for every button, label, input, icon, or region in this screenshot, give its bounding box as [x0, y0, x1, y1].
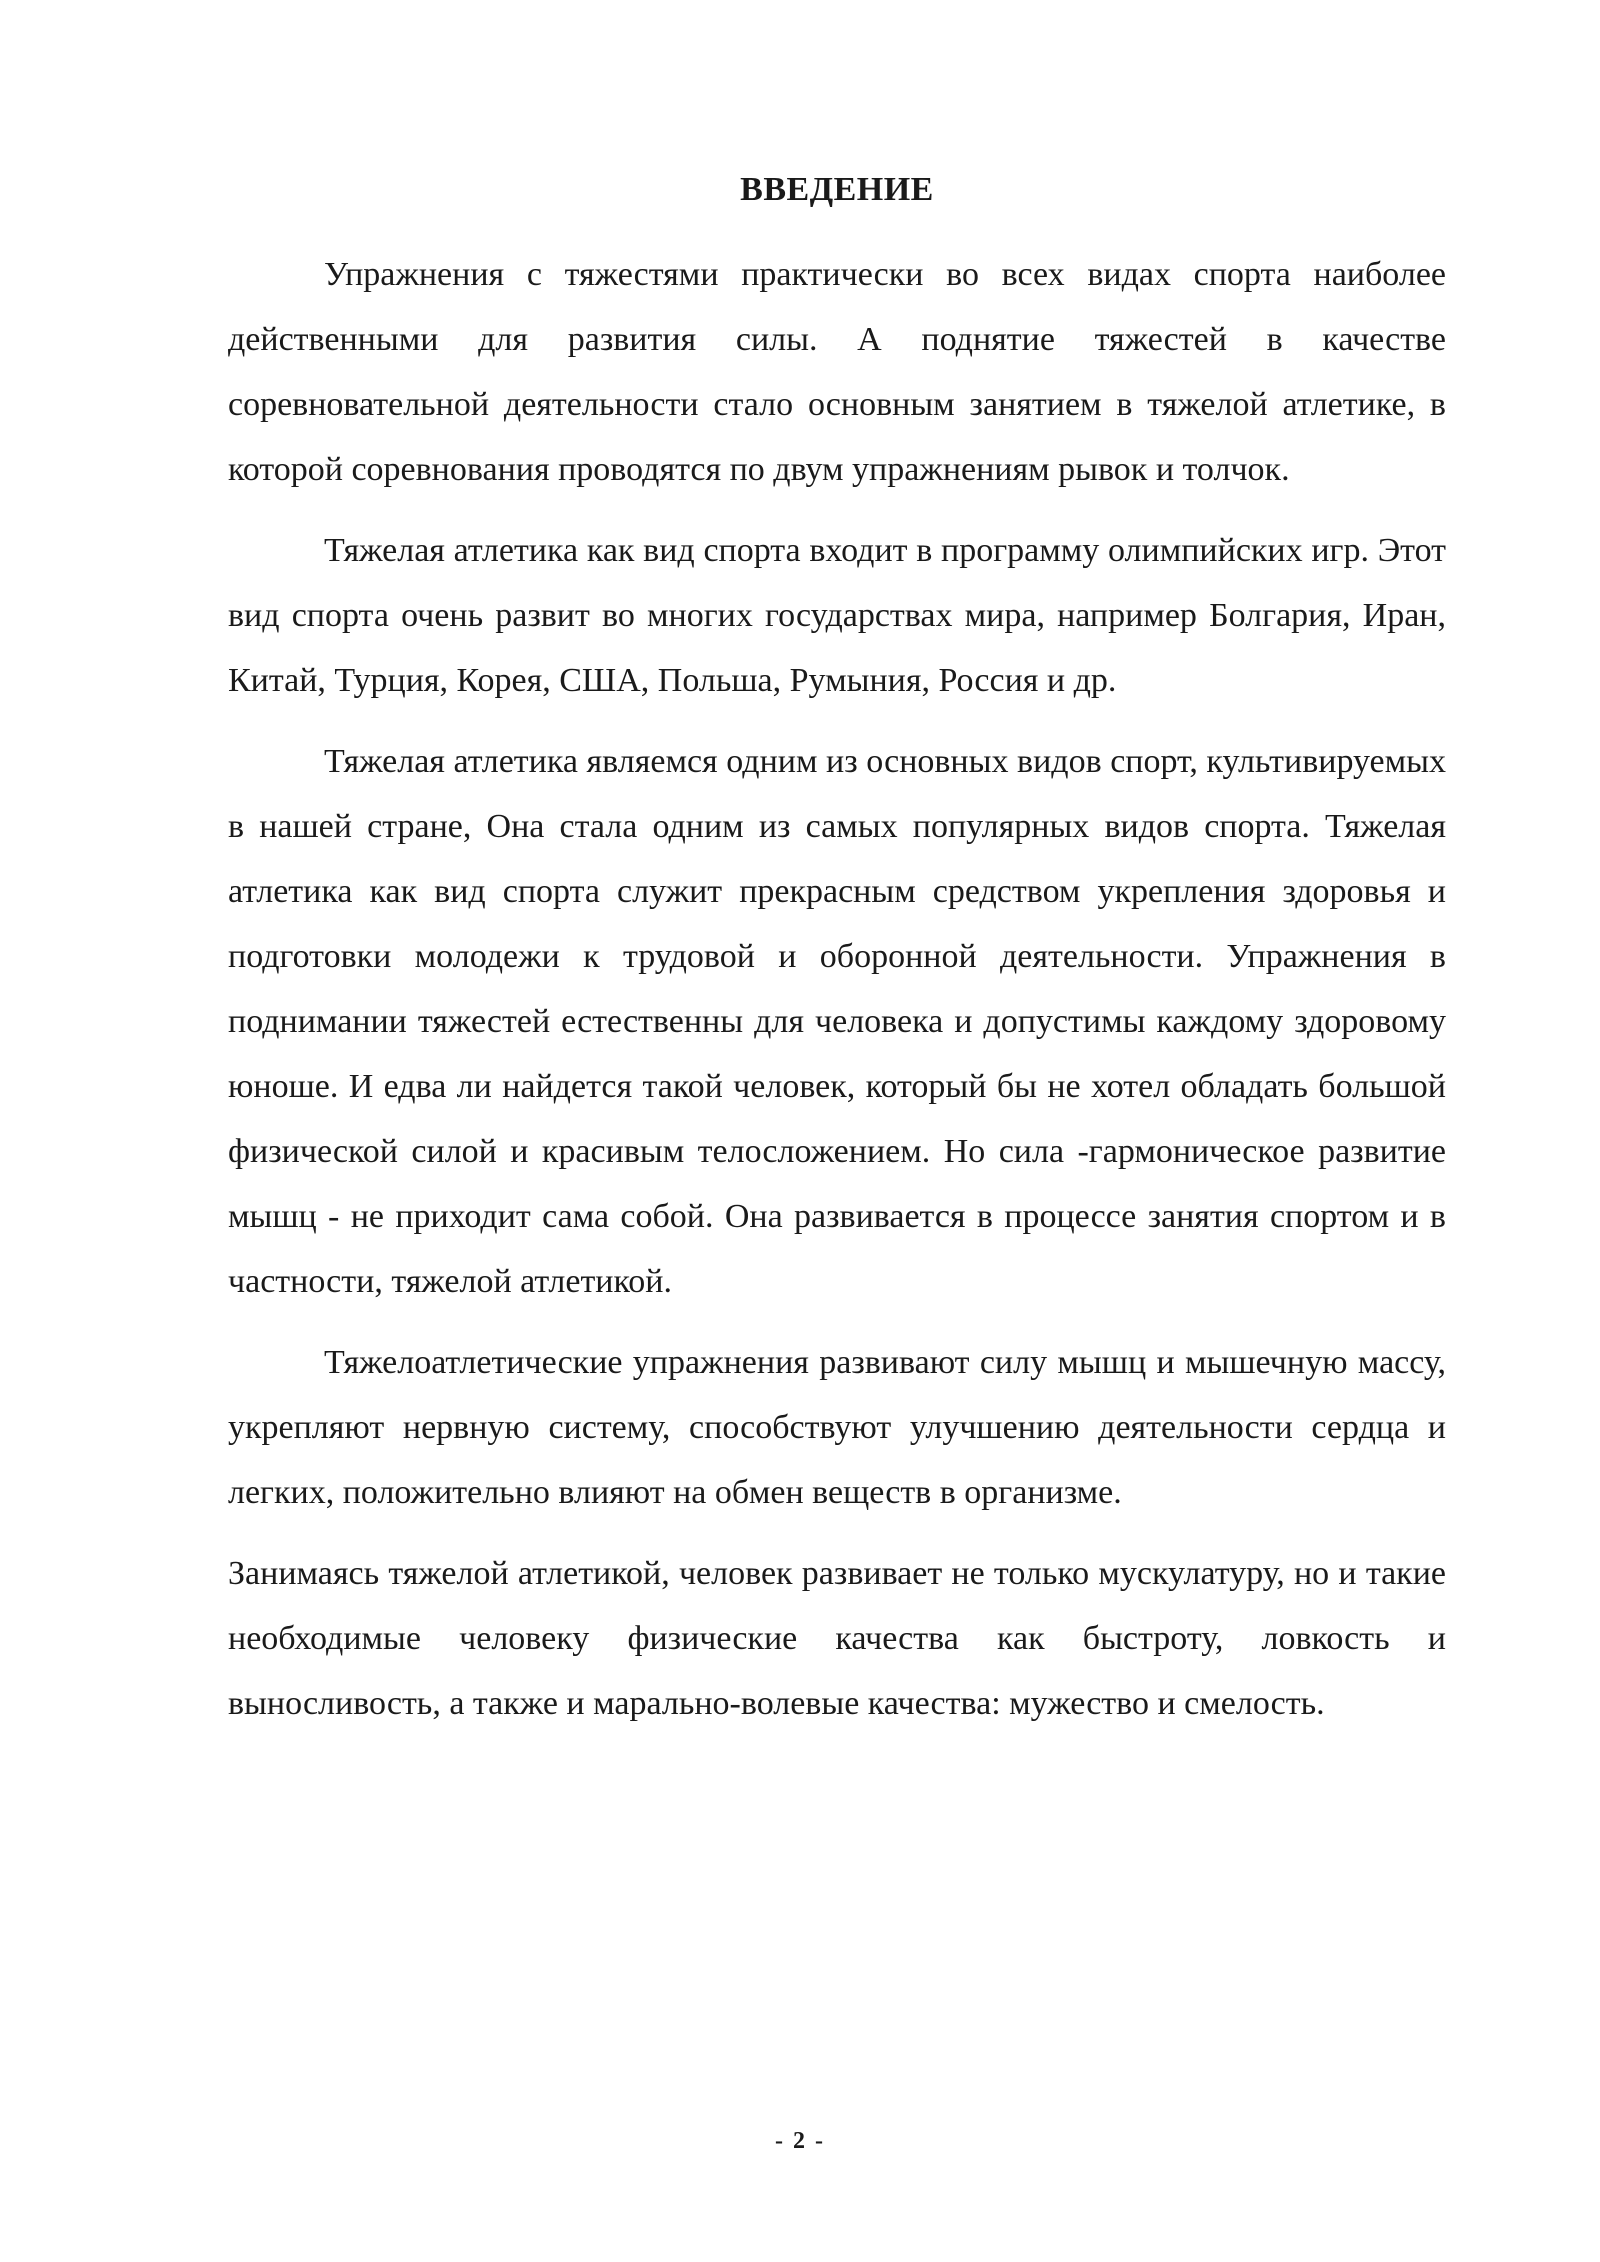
paragraph-4: Тяжелоатлетические упражнения развивают силу мышц и мышечную массу, укрепляют нервную систему, способствуют улучшению деятельности сердца и легких, положительно влияют на обмен веществ в организме. — [228, 1344, 1446, 1511]
paragraph-2: Тяжелая атлетика как вид спорта входит в программу олимпийских игр. Этот вид спорта очень развит во многих государствах мира, например Болгария, Иран, Китай, Турция, Корея, США, Польша, Румыния, Россия и др. — [228, 532, 1446, 699]
paragraph-1: Упражнения с тяжестями практически во всех видах спорта наиболее действенными для развития силы. А поднятие тяжестей в качестве соревновательной деятельности стало основным занятием в тяжелой атлетике, в которой соревнования проводятся по двум упражнениям рывок и толчок. — [228, 256, 1446, 488]
paragraph-5: Занимаясь тяжелой атлетикой, человек развивает не только мускулатуру, но и такие необходимые человеку физические качества как быстроту, ловкость и выносливость, а также и марально-волевые качества: мужество и смелость. — [228, 1555, 1446, 1722]
page-content — [228, 168, 1446, 1752]
page-title: ВВЕДЕНИЕ — [740, 171, 934, 208]
paragraph-3: Тяжелая атлетика являемся одним из основных видов спорт, культивируемых в нашей стране, Она стала одним из самых популярных видов спорта. Тяжелая атлетика как вид спорта служит прекрасным средством укрепления здоровья и подготовки молодежи к трудовой и оборонной деятельности. Упражнения в поднимании тяжестей естественны для человека и допустимы каждому здоровому юноше. И едва ли найдется такой человек, который бы не хотел обладать большой физической силой и красивым телосложением. Но сила -гармоническое развитие мышц - не приходит сама собой. Она развивается в процессе занятия спортом и в частности, тяжелой атлетикой. — [228, 743, 1446, 1300]
page-number: - 2 - — [775, 2128, 825, 2154]
